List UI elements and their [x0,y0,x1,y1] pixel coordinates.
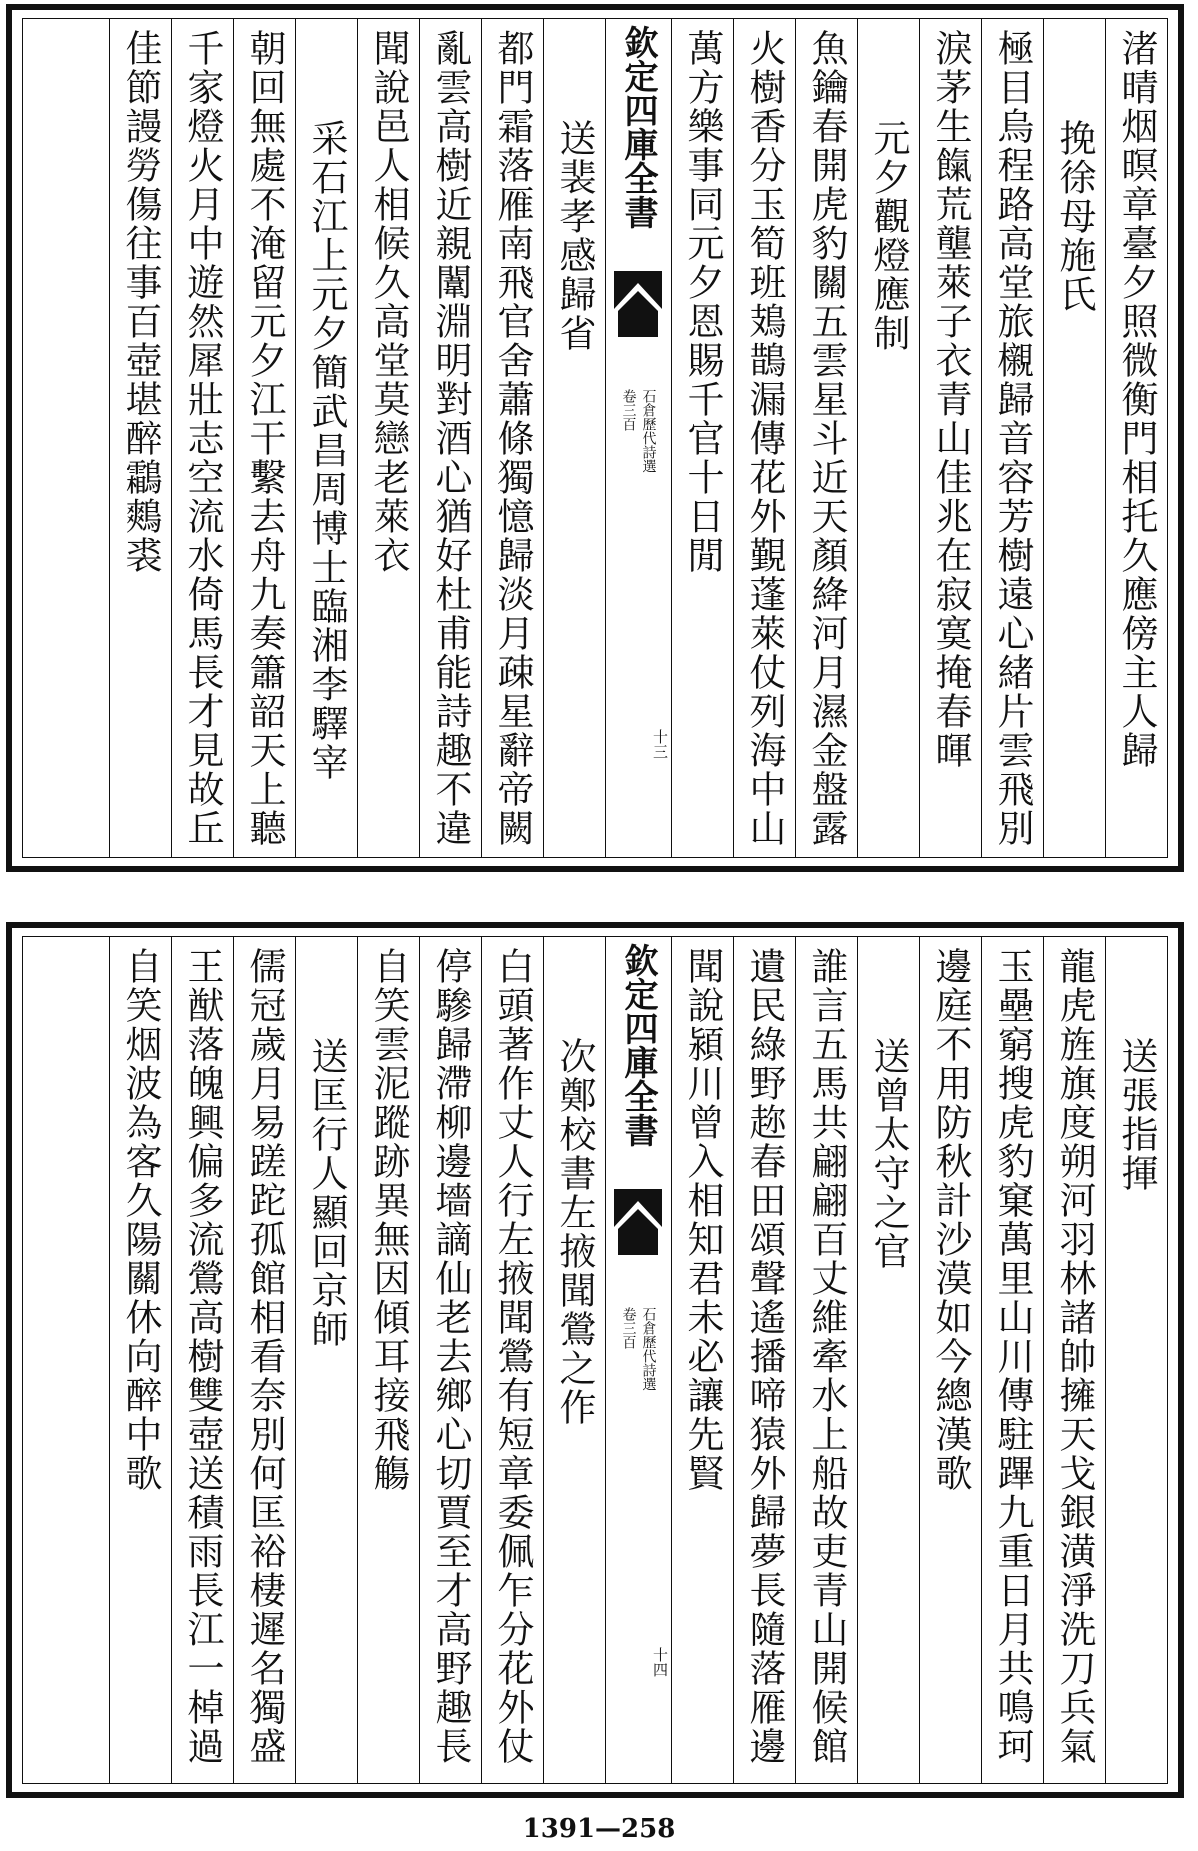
text-column: 渚晴烟暝章臺夕照微衡門相托久應傍主人歸 [1105,19,1167,857]
fish-tail-mark-icon [612,1187,664,1257]
text-column: 王猷落魄興偏多流鶯高樹雙壺送積雨長江一棹過 [171,937,233,1783]
center-fold [605,937,671,1783]
text-column: 停驂歸滯柳邊墻謫仙老去鄉心切賈至才高野趣長 [419,937,481,1783]
poem-title: 元夕觀燈應制 [857,19,919,857]
text-column: 萬方樂事同元夕恩賜千官十日閒 [671,19,733,857]
collection-name: 石倉歷代詩選 [640,1307,657,1391]
poem-title: 送裴孝感歸省 [543,19,605,857]
text-column: 都門霜落雁南飛官舍蕭條獨憶歸淡月疎星辭帝闕 [481,19,543,857]
text-column: 魚鑰春開虎豹關五雲星斗近天顏絳河月濕金盤露 [795,19,857,857]
poem-title: 送匡行人顯回京師 [295,937,357,1783]
poem-title: 挽徐母施氏 [1043,19,1105,857]
fish-tail-mark-icon [612,269,664,339]
book-title: 欽定四庫全書 [618,943,658,1147]
text-column: 邊庭不用防秋計沙漠如今總漢歌 [919,937,981,1783]
text-column: 朝回無處不淹留元夕江干繫去舟九奏簫韶天上聽 [233,19,295,857]
text-frame [22,936,1168,1784]
text-column: 誰言五馬共翩翩百丈維牽水上船故吏青山開候館 [795,937,857,1783]
text-column: 龍虎旌旗度朔河羽林諸帥擁天戈銀潢淨洗刀兵氣 [1043,937,1105,1783]
text-column: 聞說邑人相候久高堂莫戀老萊衣 [357,19,419,857]
text-column: 玉壘窮搜虎豹窠萬里山川傳駐蹕九重日月共鳴珂 [981,937,1043,1783]
page-footer-number: 1391—258 [522,1814,676,1844]
text-frame [22,18,1168,858]
text-column: 火樹香分玉筍班鳷鵲漏傳花外覲蓬萊仗列海中山 [733,19,795,857]
text-column: 淚茅生餼荒壟萊子衣青山佳兆在寂寞掩春暉 [919,19,981,857]
subtitle-block [614,389,663,589]
center-fold [605,19,671,857]
page-top [6,4,1184,872]
collection-name: 石倉歷代詩選 [640,389,657,473]
subtitle-block [614,1307,663,1507]
poem-title: 送曾太守之官 [857,937,919,1783]
book-title: 欽定四庫全書 [618,25,658,229]
text-column: 極目烏程路高堂旅櫬歸音容芳樹遠心緒片雲飛別 [981,19,1043,857]
text-column: 佳節謾勞傷往事百壺堪醉鸘鷞裘 [109,19,171,857]
leaf-number: 十三 [651,729,669,759]
page-bottom [6,922,1184,1798]
text-column: 儒冠歲月易蹉跎孤館相看奈別何匡裕棲遲名獨盛 [233,937,295,1783]
text-column: 自笑雲泥蹤跡異無因傾耳接飛觴 [357,937,419,1783]
poem-title: 送張指揮 [1105,937,1167,1783]
volume-number: 卷三百 [620,389,637,431]
text-column: 亂雲高樹近親闈淵明對酒心猶好杜甫能詩趣不違 [419,19,481,857]
text-column: 聞說潁川曾入相知君未必讓先賢 [671,937,733,1783]
poem-title: 次鄭校書左掖聞鶯之作 [543,937,605,1783]
text-column: 遺民綠野趂春田頌聲遙播啼猿外歸夢長隨落雁邊 [733,937,795,1783]
volume-number: 卷三百 [620,1307,637,1349]
leaf-number: 十四 [651,1647,669,1677]
poem-title: 采石江上元夕簡武昌周博士臨湘李驛宰 [295,19,357,857]
text-column: 自笑烟波為客久陽關休向醉中歌 [109,937,171,1783]
text-column: 千家燈火月中遊然犀壯志空流水倚馬長才見故丘 [171,19,233,857]
text-column: 白頭著作丈人行左掖聞鶯有短章委佩乍分花外仗 [481,937,543,1783]
